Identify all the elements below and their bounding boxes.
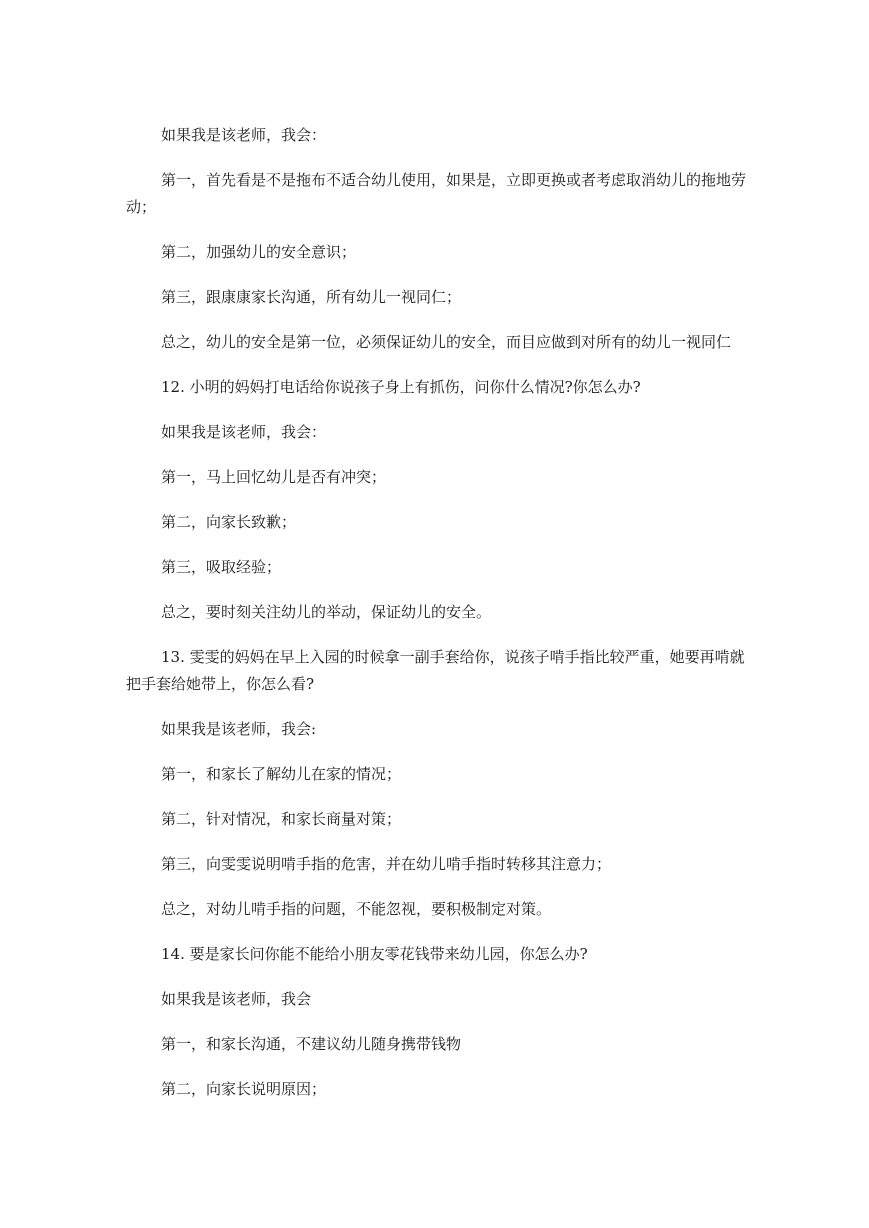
paragraph: 第二，针对情况，和家长商量对策； xyxy=(161,810,402,828)
paragraph: 如果我是该老师，我会: xyxy=(161,720,317,738)
paragraph: 第一，马上回忆幼儿是否有冲突； xyxy=(161,468,387,486)
paragraph: 第一，和家长了解幼儿在家的情况； xyxy=(161,765,402,783)
paragraph: 第三，吸取经验； xyxy=(161,558,282,576)
paragraph: 总之，要时刻关注幼儿的举动，保证幼儿的安全。 xyxy=(161,603,492,621)
paragraph: 如果我是该老师，我会： xyxy=(161,126,327,144)
paragraph: 如果我是该老师，我会 xyxy=(161,990,312,1008)
paragraph: 第一，和家长沟通，不建议幼儿随身携带钱物 xyxy=(161,1035,462,1053)
paragraph: 第三，跟康康家长沟通，所有幼儿一视同仁； xyxy=(161,288,462,306)
paragraph: 总之，幼儿的安全是第一位，必须保证幼儿的安全，而目应做到对所有的幼儿一视同仁 xyxy=(161,333,732,351)
paragraph: 第二，向家长说明原因； xyxy=(161,1080,327,1098)
question-heading: 12. 小明的妈妈打电话给你说孩子身上有抓伤，问你什么情况?你怎么办? xyxy=(161,378,641,396)
question-heading: 14. 要是家长问你能不能给小朋友零花钱带来幼儿园，你怎么办? xyxy=(161,945,588,963)
paragraph: 总之，对幼儿啃手指的问题，不能忽视，要积极制定对策。 xyxy=(161,900,552,918)
paragraph: 第三，向雯雯说明啃手指的危害，并在幼儿啃手指时转移其注意力； xyxy=(161,855,612,873)
document-body xyxy=(126,122,746,1103)
paragraph: 第二，加强幼儿的安全意识； xyxy=(161,243,357,261)
paragraph: 如果我是该老师，我会： xyxy=(161,423,327,441)
paragraph: 第二，向家长致歉； xyxy=(161,513,297,531)
question-heading: 13. 雯雯的妈妈在早上入园的时候拿一副手套给你，说孩子啃手指比较严重，她要再啃就把手套给她带上，你怎么看? xyxy=(126,648,745,693)
paragraph: 第一，首先看是不是拖布不适合幼儿使用，如果是，立即更换或者考虑取消幼儿的拖地劳动； xyxy=(126,171,747,216)
